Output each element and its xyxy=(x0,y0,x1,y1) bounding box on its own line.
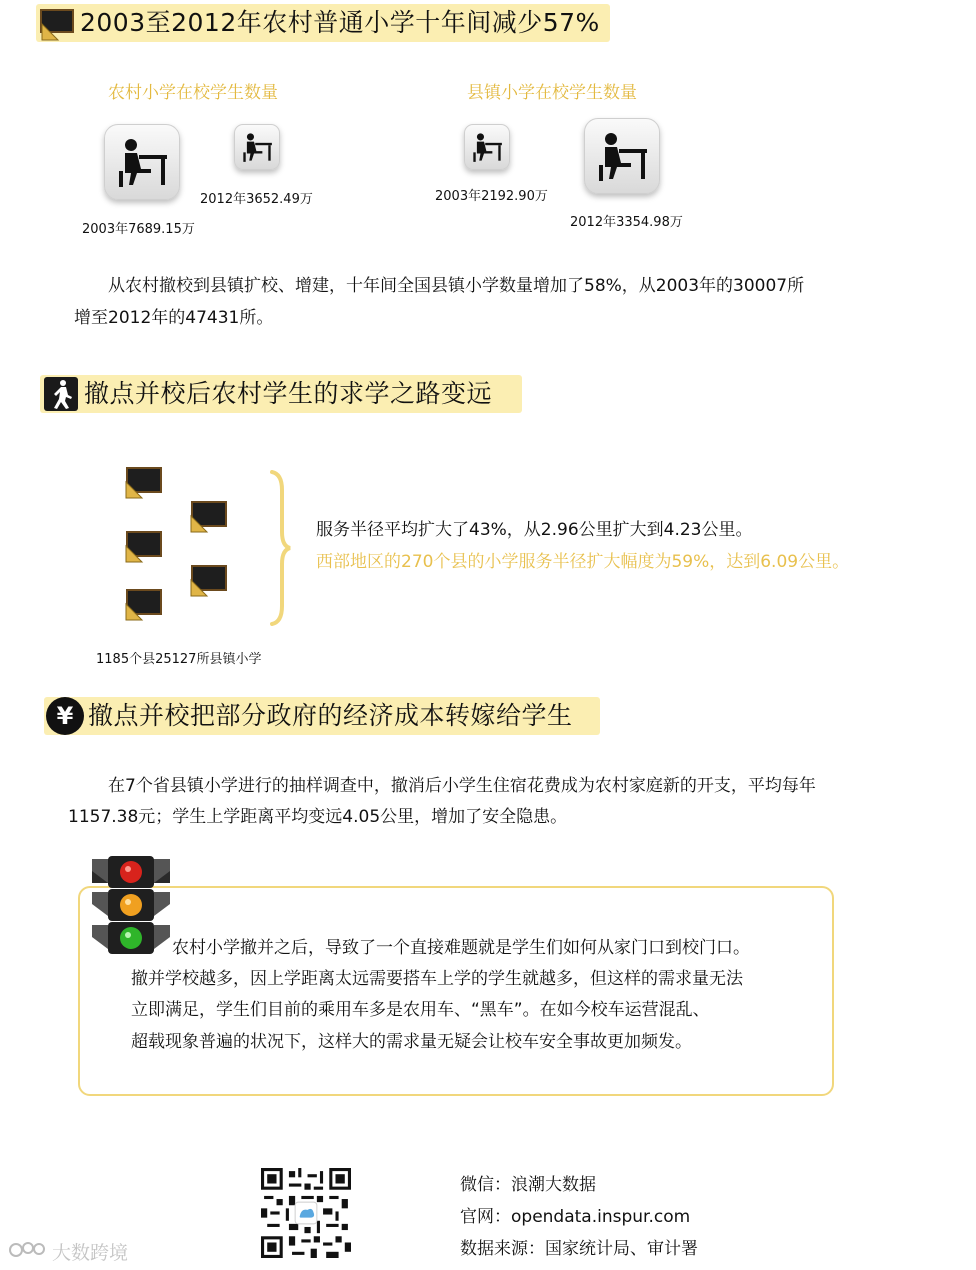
blackboard-icon xyxy=(189,500,229,534)
traffic-light-icon xyxy=(92,856,170,956)
section1-paragraph-line2: 增至2012年的47431所。 xyxy=(74,308,274,328)
section3-paragraph-line1: 在7个省县镇小学进行的抽样调查中，撤消后小学生住宿花费成为农村家庭新的开支，平均每年 xyxy=(108,776,816,796)
town-2012-value: 2012年3354.98万 xyxy=(570,215,683,230)
student-desk-icon xyxy=(464,124,510,170)
qr-code-icon[interactable] xyxy=(261,1168,351,1258)
footer-source: 数据来源：国家统计局、审计署 xyxy=(460,1239,698,1259)
footer-website[interactable]: 官网：opendata.inspur.com xyxy=(460,1207,691,1227)
section3-title: 撤点并校把部分政府的经济成本转嫁给学生 xyxy=(88,701,573,730)
schools-caption: 1185个县25127所县镇小学 xyxy=(96,652,262,667)
callout-line4: 超载现象普遍的状况下，这样大的需求量无疑会让校车安全事故更加频发。 xyxy=(131,1032,692,1052)
section1-paragraph-line1: 从农村撤校到县镇扩校、增建，十年间全国县镇小学数量增加了58%，从2003年的30007所 xyxy=(108,276,805,296)
section3-paragraph-line2: 1157.38元；学生上学距离平均变远4.05公里，增加了安全隐患。 xyxy=(68,807,568,827)
rural-2012-value: 2012年3652.49万 xyxy=(200,192,313,207)
callout-line2: 撤并学校越多，因上学距离太远需要搭车上学的学生就越多，但这样的需求量无法 xyxy=(131,969,743,989)
student-desk-icon xyxy=(104,124,180,200)
service-radius-line: 服务半径平均扩大了43%，从2.96公里扩大到4.23公里。 xyxy=(316,520,753,540)
west-region-line: 西部地区的270个县的小学服务半径扩大幅度为59%，达到6.09公里。 xyxy=(316,552,850,572)
town-2003-value: 2003年2192.90万 xyxy=(435,189,548,204)
rural-students-label: 农村小学在校学生数量 xyxy=(108,83,278,103)
callout-line1: 农村小学撤并之后，导致了一个直接难题就是学生们如何从家门口到校门口。 xyxy=(172,938,750,958)
town-students-label: 县镇小学在校学生数量 xyxy=(467,83,637,103)
section2-title: 撤点并校后农村学生的求学之路变远 xyxy=(84,379,493,408)
blackboard-icon xyxy=(189,564,229,598)
section1-title: 2003至2012年农村普通小学十年间减少57% xyxy=(80,8,600,37)
rural-2003-value: 2003年7689.15万 xyxy=(82,222,195,237)
blackboard-icon xyxy=(124,530,164,564)
callout-line3: 立即满足，学生们目前的乘用车多是农用车、“黑车”。在如今校车运营混乱、 xyxy=(131,1000,710,1020)
blackboard-icon xyxy=(124,588,164,622)
blackboard-icon xyxy=(124,466,164,500)
watermark-logo xyxy=(8,1238,48,1260)
watermark-text: 大数跨境 xyxy=(52,1242,129,1264)
yen-icon: ¥ xyxy=(46,697,84,735)
footer-wechat: 微信：浪潮大数据 xyxy=(460,1175,596,1195)
student-desk-icon xyxy=(234,124,280,170)
curly-brace xyxy=(268,470,292,626)
blackboard-icon xyxy=(38,4,76,42)
walking-person-icon xyxy=(42,375,80,413)
student-desk-icon xyxy=(584,118,660,194)
